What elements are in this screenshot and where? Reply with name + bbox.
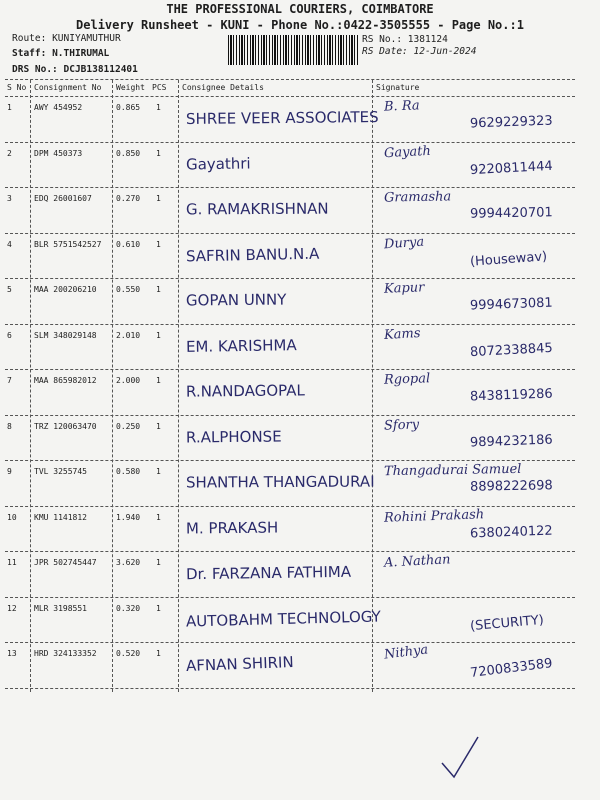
row-rule	[5, 415, 575, 416]
drs-line	[12, 64, 138, 75]
col-sno: S No	[7, 83, 27, 92]
row-signature: A. Nathan	[383, 552, 451, 571]
row-pcs: 1	[156, 285, 161, 294]
col-divider	[112, 80, 113, 692]
row-sno: 5	[7, 285, 12, 294]
row-consignee: R.NANDAGOPAL	[185, 381, 305, 401]
row-rule	[5, 597, 575, 598]
row-sno: 12	[7, 603, 17, 613]
row-consignee: Gayathri	[185, 153, 251, 174]
row-phone: 8438119286	[469, 386, 553, 405]
row-consignee: R.ALPHONSE	[185, 426, 282, 447]
row-rule	[5, 278, 575, 279]
row-weight: 2.010	[116, 330, 141, 340]
row-consignee: SHREE VEER ASSOCIATES	[185, 107, 379, 129]
row-sno: 10	[7, 512, 17, 522]
row-pcs: 1	[156, 603, 161, 613]
row-pcs: 1	[156, 148, 161, 158]
col-divider	[30, 80, 31, 692]
row-rule	[5, 324, 575, 325]
company-name: THE PROFESSIONAL COURIERS, COIMBATORE	[166, 2, 434, 16]
row-weight: 0.865	[116, 103, 141, 112]
row-pcs: 1	[156, 467, 161, 476]
row-consignment-no: MAA 865982012	[34, 376, 97, 385]
row-weight: 0.520	[116, 649, 141, 658]
row-phone: 9994673081	[469, 295, 553, 314]
staff-value: N.THIRUMAL	[52, 48, 110, 59]
row-rule	[5, 551, 575, 552]
header-rule	[5, 96, 575, 97]
col-consignee: Consignee Details	[182, 83, 264, 92]
row-consignment-no: TRZ 120063470	[34, 421, 97, 431]
row-sno: 2	[7, 148, 12, 158]
row-consignment-no: KMU 1141812	[34, 512, 87, 522]
row-consignee: M. PRAKASH	[185, 518, 279, 537]
row-weight: 0.610	[116, 239, 141, 249]
row-signature: Thangadurai Samuel	[383, 461, 522, 480]
row-weight: 0.580	[116, 467, 141, 476]
col-weight: Weight	[116, 83, 145, 92]
row-sno: 7	[7, 376, 12, 385]
row-sno: 11	[7, 558, 17, 567]
row-pcs: 1	[156, 330, 161, 340]
row-weight: 3.620	[116, 558, 141, 567]
row-consignment-no: TVL 3255745	[34, 467, 87, 476]
drs-value: DCJB138112401	[63, 64, 138, 75]
row-consignee: GOPAN UNNY	[185, 290, 287, 310]
row-rule	[5, 506, 575, 507]
staff-label: Staff:	[12, 48, 47, 59]
row-pcs: 1	[156, 194, 161, 203]
row-signature: Gramasha	[383, 189, 452, 206]
rs-no-value: 1381124	[407, 34, 448, 45]
row-rule	[5, 233, 575, 234]
row-phone: (SECURITY)	[469, 612, 545, 634]
row-consignment-no: BLR 5751542527	[34, 239, 102, 249]
route-line	[12, 33, 121, 44]
row-consignment-no: MLR 3198551	[34, 603, 87, 613]
table-top-rule	[5, 79, 575, 80]
row-phone: 9894232186	[469, 432, 553, 450]
row-weight: 0.250	[116, 421, 141, 431]
rs-date-line	[362, 46, 476, 57]
col-signature: Signature	[376, 83, 420, 92]
row-phone: 9220811444	[469, 158, 554, 178]
row-signature: Rgopal	[383, 371, 431, 388]
drs-label: DRS No.:	[12, 64, 58, 75]
row-signature: Nithya	[383, 642, 429, 663]
route-label: Route:	[12, 33, 47, 44]
row-consignment-no: SLM 348029148	[34, 330, 97, 340]
row-phone: 8898222698	[469, 478, 553, 495]
row-signature: Durya	[383, 234, 425, 252]
row-sno: 4	[7, 239, 12, 249]
row-consignee: AUTOBAHM TECHNOLOGY	[185, 606, 382, 631]
row-consignee: AFNAN SHIRIN	[185, 653, 294, 675]
rs-date-label: RS Date:	[362, 46, 408, 57]
row-pcs: 1	[156, 376, 161, 385]
col-divider	[178, 80, 179, 692]
staff-line	[12, 48, 109, 59]
barcode	[228, 35, 358, 65]
row-pcs: 1	[156, 649, 161, 658]
row-rule	[5, 642, 575, 643]
col-consignment: Consignment No	[34, 83, 102, 92]
row-signature: Kams	[383, 325, 421, 343]
row-phone: 9994420701	[469, 205, 553, 222]
row-pcs: 1	[156, 239, 161, 249]
row-consignee: G. RAMAKRISHNAN	[185, 199, 329, 219]
row-consignment-no: HRD 324133352	[34, 649, 97, 658]
row-rule	[5, 369, 575, 370]
row-signature: Gayath	[383, 143, 432, 161]
row-sno: 3	[7, 194, 12, 203]
row-rule	[5, 142, 575, 143]
col-divider	[372, 80, 373, 692]
row-signature: Sfory	[383, 416, 420, 434]
row-rule	[5, 460, 575, 461]
runsheet-subtitle: Delivery Runsheet - KUNI - Phone No.:0422-3505555 - Page No.:1	[76, 18, 524, 32]
row-weight: 0.320	[116, 603, 141, 613]
row-consignee: Dr. FARZANA FATHIMA	[185, 562, 352, 584]
row-consignee: SHANTHA THANGADURAI	[185, 472, 375, 492]
row-weight: 0.270	[116, 194, 141, 203]
row-rule	[5, 187, 575, 188]
row-consignment-no: DPM 450373	[34, 148, 83, 158]
row-sno: 13	[7, 649, 17, 658]
row-phone: (Housewav)	[469, 248, 548, 270]
row-phone: 8072338845	[469, 340, 554, 360]
rs-no-line	[362, 34, 448, 45]
row-signature: Kapur	[383, 280, 425, 297]
row-signature: B. Ra	[383, 98, 420, 115]
row-phone: 7200833589	[469, 656, 554, 681]
row-sno: 1	[7, 103, 12, 112]
row-phone: 6380240122	[469, 523, 553, 541]
row-consignment-no: MAA 200206210	[34, 285, 97, 294]
row-signature: Rohini Prakash	[383, 506, 485, 526]
row-weight: 1.940	[116, 512, 141, 522]
check-mark-icon	[440, 735, 480, 780]
row-consignee: EM. KARISHMA	[185, 335, 297, 356]
rs-date-value: 12-Jun-2024	[413, 46, 477, 57]
row-consignment-no: JPR 502745447	[34, 558, 97, 567]
row-pcs: 1	[156, 421, 161, 431]
rs-no-label: RS No.:	[362, 34, 403, 45]
row-weight: 0.550	[116, 285, 141, 294]
col-pcs: PCS	[152, 83, 167, 92]
row-pcs: 1	[156, 558, 161, 567]
row-sno: 8	[7, 421, 12, 431]
row-sno: 6	[7, 330, 12, 340]
row-weight: 2.000	[116, 376, 141, 385]
row-phone: 9629229323	[469, 113, 553, 132]
row-weight: 0.850	[116, 148, 141, 158]
route-value: KUNIYAMUTHUR	[52, 33, 121, 44]
row-consignee: SAFRIN BANU.N.A	[185, 244, 320, 265]
row-sno: 9	[7, 467, 12, 476]
row-consignment-no: EDQ 26001607	[34, 194, 92, 203]
row-rule	[5, 688, 575, 689]
row-pcs: 1	[156, 512, 161, 522]
row-consignment-no: AWY 454952	[34, 103, 83, 112]
row-pcs: 1	[156, 103, 161, 112]
